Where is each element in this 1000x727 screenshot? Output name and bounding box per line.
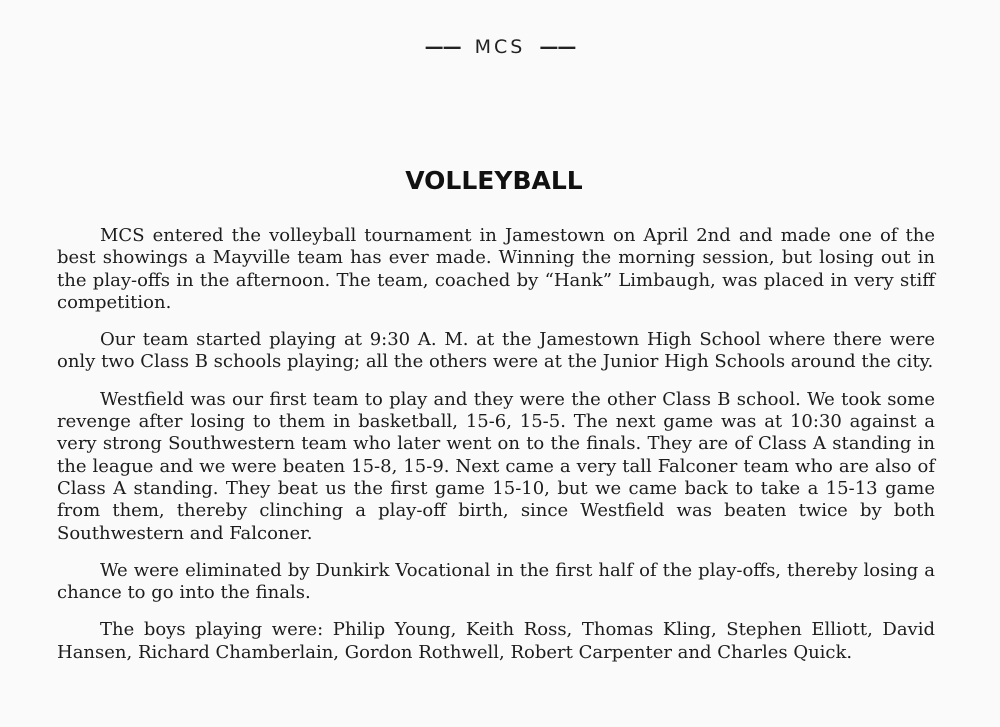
page-header <box>0 36 1000 58</box>
paragraph-intro: MCS entered the volleyball tournament in Jamestown on April 2nd and made one of the best showings a Mayville team has ever made. Winning the morning session, but losing out in the play-offs in the afternoon. The team, coached by “Hank” Limbaugh, was placed in very stiff competition. <box>57 225 935 313</box>
article-title: VOLLEYBALL <box>405 166 583 195</box>
header-label: MCS <box>474 36 526 58</box>
paragraph-roster: The boys playing were: Philip Young, Keith Ross, Thomas Kling, Stephen Elliott, David Hansen, Richard Chamberlain, Gordon Rothwell, Robert Carpenter and Charles Quick. <box>57 619 935 663</box>
paragraph-games: Westfield was our first team to play and they were the other Class B school. We took some revenge after losing to them in basketball, 15-6, 15-5. The next game was at 10:30 against a very strong Southwestern team who later went on to the finals. They are of Class A standing in the league and we were beaten 15-8, 15-9. Next came a very tall Falconer team who are also of Class A standing. They beat us the first game 15-10, but we came back to take a 15-13 game from them, thereby clinching a play-off birth, since Westfield was beaten twice by both Southwestern and Falconer. <box>57 388 935 544</box>
paragraph-elimination: We were eliminated by Dunkirk Vocational in the first half of the play-offs, thereby losing a chance to go into the finals. <box>57 559 935 604</box>
header-left-dash: —— <box>424 36 461 58</box>
header-right-dash: —— <box>539 36 576 58</box>
article-body <box>57 225 935 679</box>
paragraph-schedule: Our team started playing at 9:30 A. M. at the Jamestown High School where there were only two Class B schools playing; all the others were at the Junior High Schools around the city. <box>57 329 935 373</box>
